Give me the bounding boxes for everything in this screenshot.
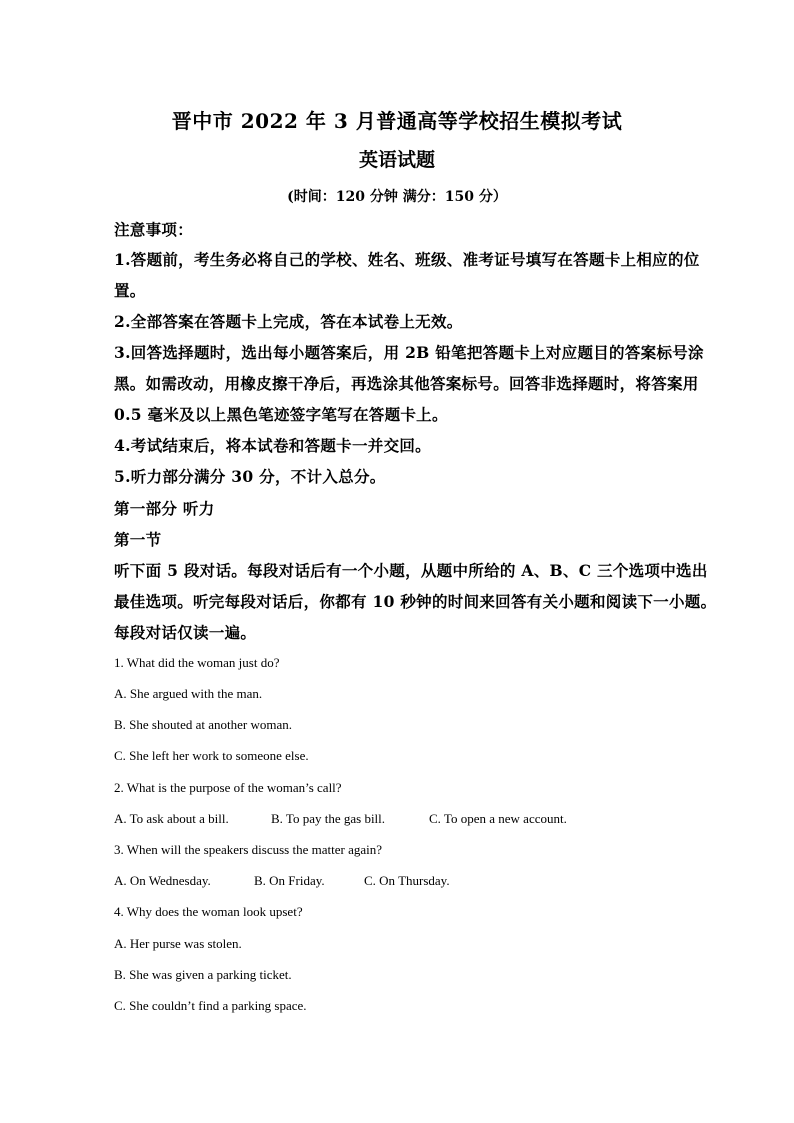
question-option: C. She couldn’t find a parking space.: [114, 998, 307, 1013]
question-stem: 4. Why does the woman look upset?: [114, 904, 303, 919]
question-stem: 1. What did the woman just do?: [114, 655, 280, 670]
question-stem: 3. When will the speakers discuss the matter again?: [114, 842, 382, 857]
options-row: [114, 873, 714, 891]
question-option: C. She left her work to someone else.: [114, 748, 309, 763]
question-option: B. To pay the gas bill.: [271, 811, 386, 826]
note-line: 3.回答选择题时，选出每小题答案后，用 2B 铅笔把答题卡上对应题目的答案标号涂: [114, 343, 704, 362]
exam-subject: 英语试题: [358, 149, 435, 171]
question-option: C. On Thursday.: [364, 873, 450, 888]
instruction-line: 听下面 5 段对话。每段对话后有一个小题，从题中所给的 A、B、C 三个选项中选出: [114, 561, 708, 580]
instruction-line: 每段对话仅读一遍。: [114, 623, 257, 642]
question-option: B. She shouted at another woman.: [114, 717, 292, 732]
question-option: C. To open a new account.: [429, 811, 567, 826]
note-line: 0.5 毫米及以上黑色笔迹签字笔写在答题卡上。: [114, 405, 448, 424]
question-option: B. She was given a parking ticket.: [114, 967, 292, 982]
note-line: 置。: [114, 281, 146, 300]
exam-title: 晋中市 2022 年 3 月普通高等学校招生模拟考试: [171, 109, 623, 133]
question-stem: 2. What is the purpose of the woman’s call?: [114, 780, 342, 795]
note-line: 1.答题前，考生务必将自己的学校、姓名、班级、准考证号填写在答题卡上相应的位: [114, 250, 700, 269]
part-heading: 第一部分 听力: [114, 499, 215, 518]
question-option: A. To ask about a bill.: [114, 811, 229, 826]
time-score-info: (时间：120 分钟 满分：150 分）: [287, 189, 507, 205]
options-row: [114, 811, 714, 829]
question-option: A. She argued with the man.: [114, 686, 263, 701]
question-option: A. Her purse was stolen.: [114, 936, 242, 951]
subsection-heading: 第一节: [114, 530, 162, 549]
note-line: 黑。如需改动，用橡皮擦干净后，再选涂其他答案标号。回答非选择题时，将答案用: [114, 374, 699, 393]
note-line: 5.听力部分满分 30 分，不计入总分。: [114, 467, 386, 486]
question-option: B. On Friday.: [254, 873, 325, 888]
question-option: A. On Wednesday.: [114, 873, 211, 888]
note-line: 2.全部答案在答题卡上完成，答在本试卷上无效。: [114, 312, 463, 331]
note-line: 4.考试结束后，将本试卷和答题卡一并交回。: [114, 436, 431, 455]
instruction-line: 最佳选项。听完每段对话后，你都有 10 秒钟的时间来回答有关小题和阅读下一小题。: [114, 592, 717, 611]
notes-heading: 注意事项：: [114, 220, 194, 239]
